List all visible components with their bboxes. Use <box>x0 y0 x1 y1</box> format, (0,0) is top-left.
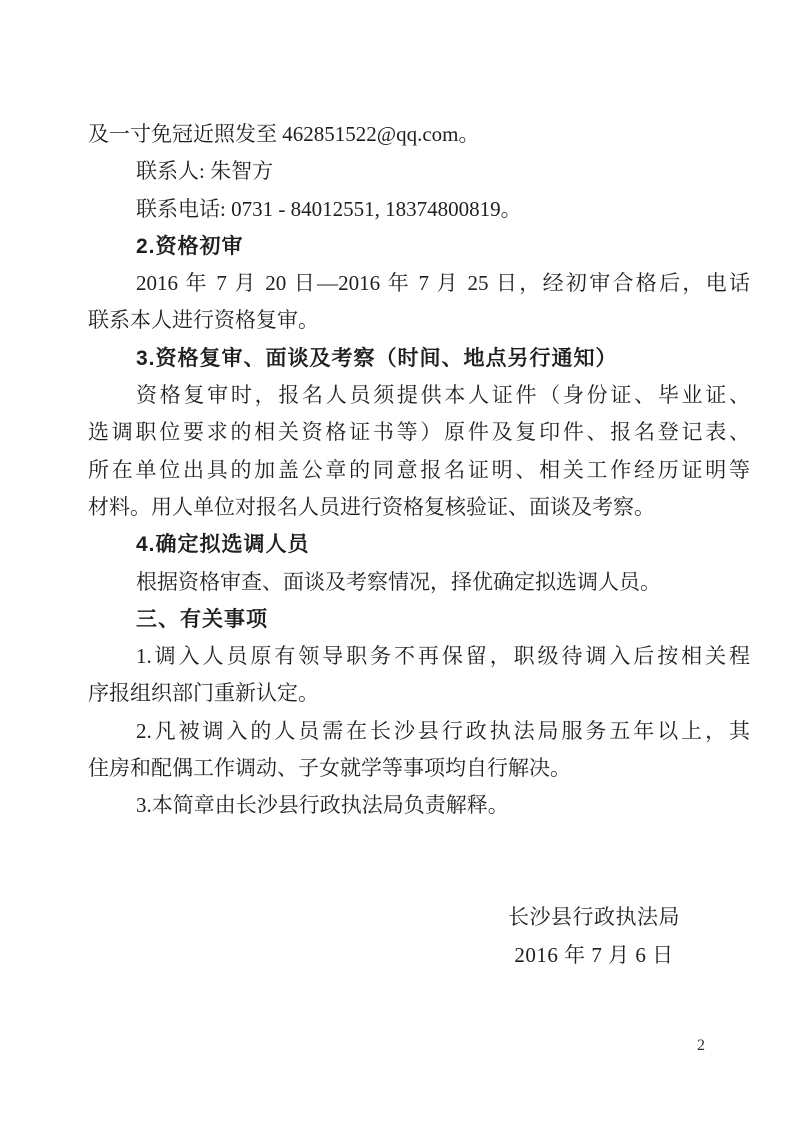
text-line: 序报组织部门重新认定。 <box>88 681 319 706</box>
page-number: 2 <box>697 1037 705 1054</box>
heading-line: 2.资格初审 <box>136 234 244 258</box>
signature-org: 长沙县行政执法局 <box>508 905 680 930</box>
signature-date: 2016 年 7 月 6 日 <box>514 942 674 967</box>
heading-line: 4.确定拟选调人员 <box>136 533 310 557</box>
heading-line: 3.资格复审、面谈及考察（时间、地点另行通知） <box>136 346 618 370</box>
text-line: 根据资格审查、面谈及考察情况，择优确定拟选调人员。 <box>136 569 661 594</box>
text-line: 材料。用人单位对报名人员进行资格复核验证、面谈及考察。 <box>88 494 655 519</box>
signature-block <box>508 899 680 974</box>
text-line: 2016 年 7 月 20 日—2016 年 7 月 25 日，经初审合格后，电话 <box>136 271 750 296</box>
text-line: 联系电话: 0731 - 84012551, 18374800819。 <box>136 196 522 221</box>
text-line: 联系本人进行资格复审。 <box>88 308 319 333</box>
text-line: 所在单位出具的加盖公章的同意报名证明、相关工作经历证明等 <box>88 457 750 482</box>
text-line: 1.调入人员原有领导职务不再保留，职级待调入后按相关程 <box>136 644 750 669</box>
text-line: 及一寸免冠近照发至 462851522@qq.com。 <box>88 122 480 146</box>
text-line: 联系人: 朱智方 <box>136 159 274 184</box>
text-line: 住房和配偶工作调动、子女就学等事项均自行解决。 <box>88 756 571 781</box>
text-line: 选调职位要求的相关资格证书等）原件及复印件、报名登记表、 <box>88 420 750 445</box>
document-body <box>88 116 750 974</box>
text-line: 2.凡被调入的人员需在长沙县行政执法局服务五年以上，其 <box>136 718 750 743</box>
text-line: 资格复审时，报名人员须提供本人证件（身份证、毕业证、 <box>136 383 750 408</box>
heading-line: 三、有关事项 <box>136 607 268 631</box>
text-lines-container <box>88 116 750 825</box>
text-line: 3.本简章由长沙县行政执法局负责解释。 <box>136 793 509 818</box>
